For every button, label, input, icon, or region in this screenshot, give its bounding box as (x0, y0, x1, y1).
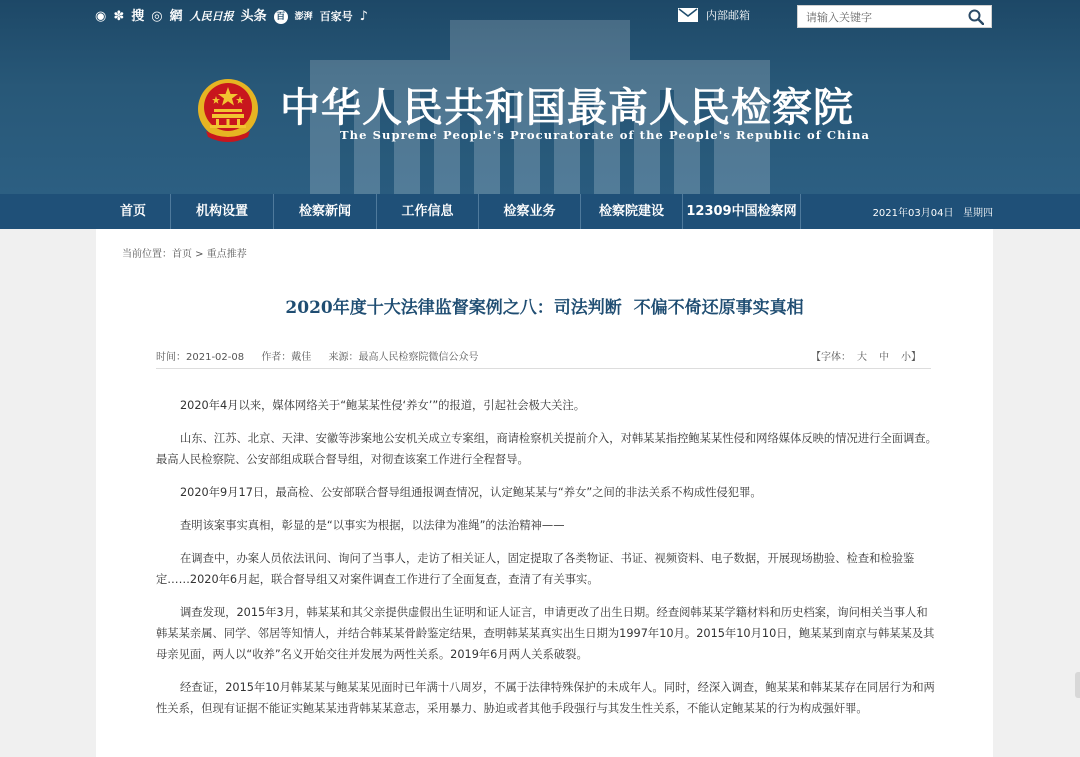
article-source: 来源：最高人民检察院微信公众号 (328, 352, 479, 363)
font-size-medium-button[interactable]: 中 (879, 352, 889, 363)
headline-icon[interactable]: 头条 (240, 9, 267, 24)
main-nav (0, 194, 1080, 229)
site-subtitle: The Supreme People's Procuratorate of the People's Republic of China (340, 128, 871, 142)
article-paragraph: 在调查中，办案人员依法讯问、询问了当事人，走访了相关证人，固定提取了各类物证、书证、视频资料、电子数据，开展现场勘验、检查和检验鉴定……2020年6月起，联合督导组又对案件调查工作进行了全面复查，查清了有关事实。 (156, 552, 915, 586)
article-time: 时间：2021-02-08 (156, 352, 245, 363)
site-title: 中华人民共和国最高人民检察院 (280, 84, 854, 131)
article-meta (156, 343, 931, 369)
breadcrumb-label: 当前位置： (122, 249, 172, 260)
article-paragraph: 2020年9月17日，最高检、公安部联合督导组通报调查情况，认定鲍某某与“养女”之间的非法关系不构成性侵犯罪。 (180, 486, 762, 499)
article-body (156, 395, 937, 731)
social-icons-bar (95, 8, 368, 26)
site-header (0, 0, 1080, 194)
mailbox-label: 内部邮箱 (706, 9, 750, 22)
article-author: 作者：戴佳 (261, 352, 312, 363)
breadcrumb-home-link[interactable]: 首页 (172, 249, 192, 260)
article-container (96, 229, 993, 757)
breadcrumb (122, 245, 247, 260)
side-scroll-tab[interactable] (1075, 672, 1080, 698)
search-icon[interactable] (968, 9, 984, 25)
breadcrumb-current-link[interactable]: 重点推荐 (206, 249, 247, 260)
article-paragraph: 2020年4月以来，媒体网络关于“鲍某某性侵‘养女’”的报道，引起社会极大关注。 (180, 399, 586, 412)
breadcrumb-separator: > (192, 249, 207, 260)
article-title: 2020年度十大法律监督案例之八：司法判断 不偏不倚还原事实真相 (285, 298, 804, 318)
wechat-icon[interactable]: ✽ (113, 9, 125, 24)
current-date: 2021年03月04日 星期四 (872, 208, 993, 219)
toutiao-icon[interactable]: ◎ (151, 9, 163, 24)
baidu-icon[interactable]: 百 (274, 10, 288, 24)
nav-item-organization[interactable]: 机构设置 (171, 194, 274, 229)
national-emblem-icon (196, 77, 260, 143)
nav-item-procuratorial-news[interactable]: 检察新闻 (274, 194, 377, 229)
search-box (797, 5, 992, 28)
search-input[interactable] (806, 9, 964, 25)
nav-item-procuratorate-building[interactable]: 检察院建设 (581, 194, 683, 229)
peoples-daily-icon[interactable]: 人民日报 (189, 10, 234, 23)
article-paragraph: 经查证，2015年10月韩某某与鲍某某见面时已年满十八周岁，不属于法律特殊保护的未成年人。同时，经深入调查，鲍某某和韩某某存在同居行为和两性关系，但现有证据不能证实鲍某某违背韩某某意志，采用暴力、胁迫或者其他手段强行与其发生性关系，不能认定鲍某某的行为构成强奸罪。 (156, 681, 935, 715)
douyin-icon[interactable]: ♪ (359, 9, 368, 24)
font-size-controls (811, 348, 921, 363)
mail-icon (678, 8, 698, 22)
nav-item-work-info[interactable]: 工作信息 (377, 194, 479, 229)
article-paragraph: 山东、江苏、北京、天津、安徽等涉案地公安机关成立专案组，商请检察机关提前介入，对韩某某指控鲍某某性侵和网络媒体反映的情况进行全面调查。最高人民检察院、公安部组成联合督导组，对彻查该案工作进行全程督导。 (156, 432, 937, 466)
netease-icon[interactable]: 網 (169, 9, 183, 24)
article-paragraph: 调查发现，2015年3月，韩某某和其父亲提供虚假出生证明和证人证言，申请更改了出生日期。经查阅韩某某学籍材料和历史档案，询问相关当事人和韩某某亲属、同学、邻居等知情人，并结合韩某某骨龄鉴定结果，查明韩某某真实出生日期为1997年10月。2015年10月10日，鲍某某到南京与韩某某及其母亲见面，两人以“收养”名义开始交往并发展为两性关系。2019年6月两人关系破裂。 (156, 606, 935, 661)
font-size-small-button[interactable]: 小】 (901, 352, 921, 363)
article-paragraph: 查明该案事实真相，彰显的是“以事实为根据，以法律为准绳”的法治精神—— (180, 519, 565, 532)
baijiahao-icon[interactable]: 百家号 (319, 10, 353, 23)
internal-mailbox-link[interactable] (678, 7, 750, 23)
nav-item-12309[interactable]: 12309中国检察网 (683, 194, 801, 229)
nav-item-home[interactable]: 首页 (96, 194, 171, 229)
sohu-icon[interactable]: 搜 (131, 9, 145, 24)
font-size-large-button[interactable]: 大 (857, 352, 867, 363)
font-size-label: 【字体： (811, 352, 851, 363)
pengpai-icon[interactable]: 澎湃 (294, 12, 313, 22)
weibo-icon[interactable]: ◉ (95, 9, 107, 24)
nav-item-procuratorial-business[interactable]: 检察业务 (479, 194, 581, 229)
